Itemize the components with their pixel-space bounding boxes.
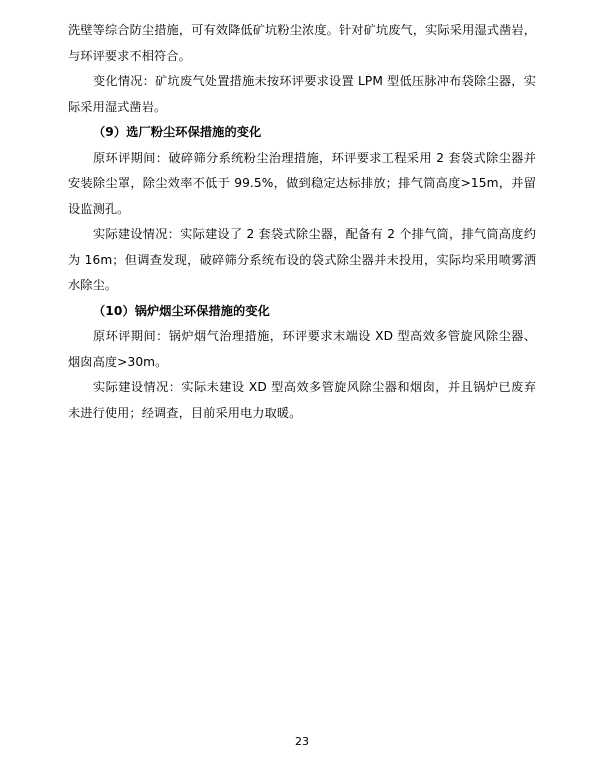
paragraph: 实际建设情况：实际未建设 XD 型高效多管旋风除尘器和烟囱，并且锅炉已废弃未进行使用；经调查，目前采用电力取暖。 — [68, 380, 536, 420]
paragraph: 原环评期间：破碎筛分系统粉尘治理措施，环评要求工程采用 2 套袋式除尘器并安装除尘罩，除尘效率不低于 99.5%，做到稳定达标排放；排气筒高度>15m，并留设监测孔。 — [68, 150, 536, 216]
paragraph: 实际建设情况：实际建设了 2 套袋式除尘器，配备有 2 个排气筒，排气筒高度约为 16m；但调查发现，破碎筛分系统布设的袋式除尘器并未投用，实际均采用喷雾洒水除尘。 — [68, 227, 536, 292]
paragraph: 变化情况：矿坑废气处置措施未按环评要求设置 LPM 型低压脉冲布袋除尘器，实际采用湿式凿岩。 — [68, 74, 536, 114]
paragraph: 原环评期间：锅炉烟气治理措施，环评要求末端设 XD 型高效多管旋风除尘器、烟囱高度>30m。 — [68, 329, 536, 369]
document-body — [68, 18, 536, 426]
section-heading: （10）锅炉烟尘环保措施的变化 — [93, 303, 270, 318]
paragraph: 洗壁等综合防尘措施，可有效降低矿坑粉尘浓度。针对矿坑废气，实际采用湿式凿岩，与环评要求不相符合。 — [68, 23, 536, 63]
section-heading: （9）选厂粉尘环保措施的变化 — [93, 125, 262, 139]
page-number: 23 — [295, 735, 309, 748]
